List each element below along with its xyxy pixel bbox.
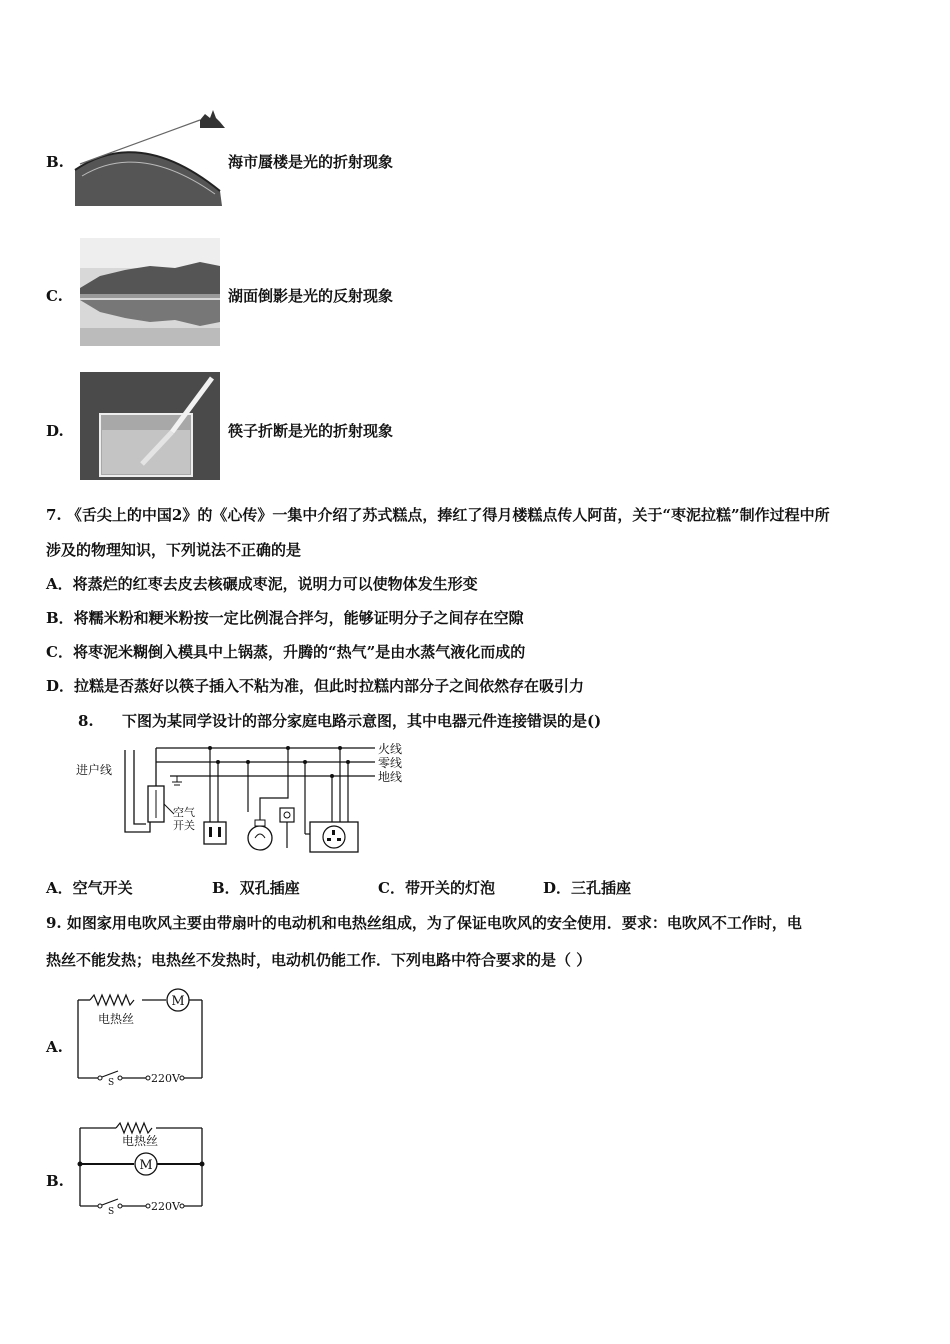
q7-stem-line-1: 7. 《舌尖上的中国2》的《心传》一集中介绍了苏式糕点，捧红了得月楼糕点传人阿苗，关于“枣泥拉糕”制作过程中所 (46, 506, 830, 524)
voltage-b-label: 220V (151, 1200, 180, 1213)
q6-option-d-letter: D. (46, 422, 64, 440)
q9-stem-line-2: 热丝不能发热；电热丝不发热时，电动机仍能工作．下列电路中符合要求的是（ ） (46, 951, 592, 969)
q8-option-b: B．双孔插座 (212, 879, 300, 897)
q6-option-b-letter: B. (46, 153, 64, 171)
voltage-a-label: 220V (151, 1072, 180, 1085)
q6-option-b-text: 海市蜃楼是光的折射现象 (228, 153, 394, 171)
q6-option-d-text: 筷子折断是光的折射现象 (228, 422, 394, 440)
incoming-line-label: 进户线 (76, 763, 113, 777)
q7-option-b: B．将糯米粉和粳米粉按一定比例混合拌匀，能够证明分子之间存在空隙 (46, 609, 524, 627)
air-switch-label-1: 空气 (173, 806, 195, 819)
motor-a-symbol: M (171, 994, 185, 1009)
q8-option-c: C．带开关的灯泡 (378, 879, 495, 897)
q9-stem-line-1: 9. 如图家用电吹风主要由带扇叶的电动机和电热丝组成，为了保证电吹风的安全使用．要求：电吹风不工作时，电 (46, 914, 802, 932)
lake-reflection-image (80, 238, 220, 346)
switch-b-label: S (108, 1207, 115, 1217)
heater-a-label: 电热丝 (98, 1012, 135, 1026)
live-wire-label: 火线 (378, 742, 403, 756)
q8-option-a: A．空气开关 (46, 879, 133, 897)
switch-a-label: S (108, 1078, 115, 1085)
ground-wire-label: 地线 (378, 770, 403, 784)
q7-option-c: C．将枣泥米糊倒入模具中上锅蒸，升腾的“热气”是由水蒸气液化而成的 (46, 643, 526, 661)
motor-b-symbol: M (139, 1158, 153, 1173)
q7-option-d: D．拉糕是否蒸好以筷子插入不粘为准，但此时拉糕内部分子之间依然存在吸引力 (46, 677, 585, 695)
q6-option-c-letter: C. (46, 287, 63, 305)
neutral-wire-label: 零线 (378, 756, 403, 770)
q9-option-b-letter: B. (46, 1172, 64, 1190)
mirage-image (70, 106, 228, 212)
circuit-a-diagram (70, 985, 210, 1085)
heater-b-label: 电热丝 (122, 1134, 159, 1148)
q6-option-c-text: 湖面倒影是光的反射现象 (228, 287, 394, 305)
q8-number: 8. (78, 712, 94, 730)
household-circuit-diagram (70, 738, 415, 860)
circuit-b-diagram (70, 1118, 210, 1218)
air-switch-label-2: 开关 (173, 819, 195, 832)
q8-option-d: D．三孔插座 (543, 879, 632, 897)
q8-stem: 下图为某同学设计的部分家庭电路示意图，其中电器元件连接错误的是() (122, 712, 602, 730)
chopstick-in-water-image (80, 372, 220, 480)
q7-stem-line-2: 涉及的物理知识，下列说法不正确的是 (46, 541, 302, 559)
q9-option-a-letter: A. (46, 1038, 63, 1056)
q7-option-a: A．将蒸烂的红枣去皮去核碾成枣泥，说明力可以使物体发生形变 (46, 575, 478, 593)
